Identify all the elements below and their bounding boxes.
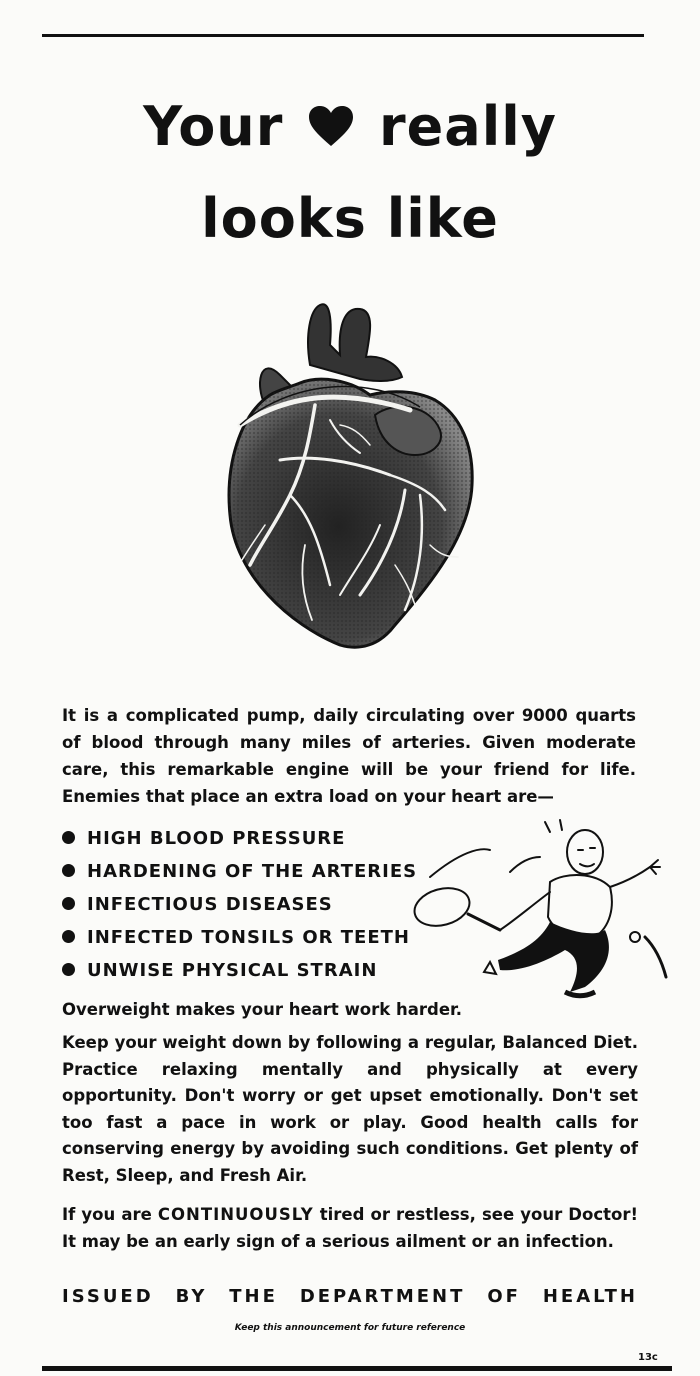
issued-by-line: ISSUED BY THE DEPARTMENT OF HEALTH xyxy=(62,1286,638,1307)
headline-line-2: looks like xyxy=(201,187,499,250)
list-item: INFECTIOUS DISEASES xyxy=(62,888,417,921)
list-item: HIGH BLOOD PRESSURE xyxy=(62,822,417,855)
headline-word-really: really xyxy=(379,95,557,158)
bullet-icon xyxy=(62,897,75,910)
bullet-icon xyxy=(62,831,75,844)
advice-paragraph: Keep your weight down by following a regular, Balanced Diet. Practice relaxing mentally and physically at every opportunity. Don't worry or get upset emotionally. Don't set too fast a pace in work or play. Good health calls for conserving energy by avoiding such conditions. Get plenty of Rest, Sleep, and Fresh Air. xyxy=(62,1033,638,1185)
headline-word-your: Your xyxy=(143,95,284,158)
warning-paragraph: If you are CONTINUOUSLY tired or restless, see your Doctor! It may be an early sign of a serious ailment or an infection. xyxy=(62,1205,638,1251)
intro-paragraph: It is a complicated pump, daily circulating over 9000 quarts of blood through many miles of arteries. Given moderate care, this remarkable engine will be your friend for life. Enemies that place an extra load on your heart are— xyxy=(62,706,636,806)
headline-line-1 xyxy=(0,95,700,158)
enemies-list xyxy=(62,822,417,987)
bullet-icon xyxy=(62,930,75,943)
emphasis-text: CONTINUOUSLY xyxy=(157,1205,314,1224)
ad-code: 13c xyxy=(638,1352,658,1363)
keep-note: Keep this announcement for future reference xyxy=(234,1323,466,1333)
tennis-player-illustration xyxy=(400,812,680,1011)
list-item: UNWISE PHYSICAL STRAIN xyxy=(62,954,417,987)
bullet-icon xyxy=(62,864,75,877)
bullet-icon xyxy=(62,963,75,976)
list-item: INFECTED TONSILS OR TEETH xyxy=(62,921,417,954)
heart-icon xyxy=(307,103,355,157)
overweight-sentence: Overweight makes your heart work harder. xyxy=(62,1000,463,1019)
anatomical-heart-illustration xyxy=(220,295,480,659)
list-item: HARDENING OF THE ARTERIES xyxy=(62,855,417,888)
top-rule xyxy=(42,34,644,37)
bottom-rule xyxy=(42,1366,672,1371)
